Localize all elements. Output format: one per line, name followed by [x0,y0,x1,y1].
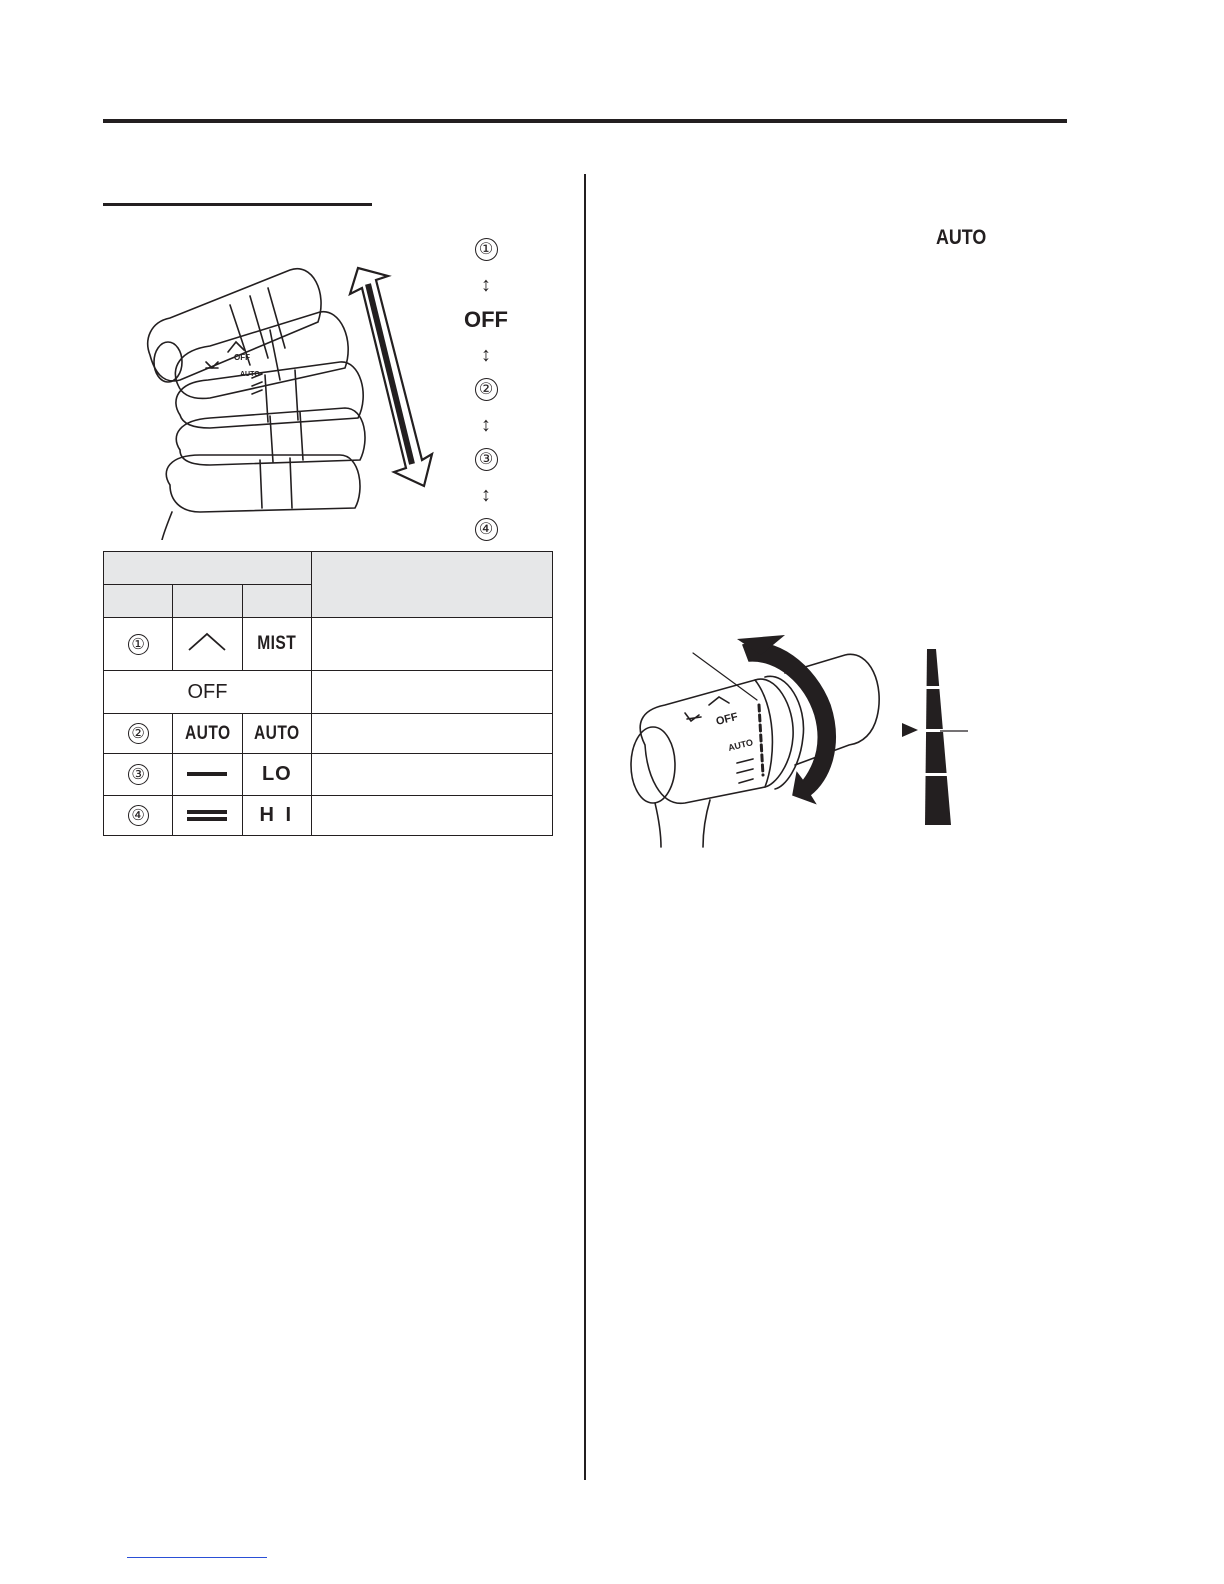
table-row [104,754,553,796]
position-4-marker: ④ [475,518,498,541]
lo-bar-icon [187,772,227,776]
section-heading-underline [103,203,372,206]
footer-link-underline[interactable] [127,1557,267,1558]
type-b-label: LO [261,763,292,785]
type-b-label: AUTO [254,722,300,744]
operation-cell [312,714,553,754]
position-off-label: OFF [464,306,508,332]
type-b-label: H I [259,804,295,826]
wiper-mode-table [103,551,553,836]
operation-cell [312,671,553,714]
ring-auto-marking: AUTO [727,737,755,753]
operation-cell [312,618,553,671]
table-subheader-number [104,585,173,618]
sensitivity-ring-illustration [625,625,885,850]
table-row [104,671,553,714]
updown-arrow-icon: ↕ [481,483,491,506]
position-1-marker: ① [475,238,498,261]
lever-off-marking: OFF [234,353,250,362]
position-3-marker: ③ [475,448,498,471]
table-header-operation [312,552,553,618]
row-number: ③ [128,764,149,785]
rotation-arrow-icon [737,635,835,803]
table-subheader-type-a [173,585,242,618]
table-row [104,618,553,671]
table-subheader-type-b [242,585,311,618]
table-header-switch-position [104,552,312,585]
column-divider [584,174,586,1480]
lever-auto-marking: AUTO [240,371,260,378]
indicator-triangle-icon [902,723,918,737]
row-number: ④ [128,805,149,826]
updown-arrow-icon: ↕ [481,413,491,436]
type-a-label: AUTO [184,722,231,744]
table-row [104,796,553,836]
hi-bars-icon [187,810,227,821]
table-row [104,714,553,754]
wiper-lever-positions-illustration [140,250,440,540]
operation-cell [312,796,553,836]
operation-cell [312,754,553,796]
off-label: OFF [187,680,228,703]
row-number: ① [128,634,149,655]
row-number: ② [128,723,149,744]
sensitivity-scale-illustration [900,645,980,830]
header-rule [103,119,1067,123]
updown-arrow-icon: ↕ [481,273,491,296]
ring-off-marking: OFF [714,710,740,728]
type-b-label: MIST [257,633,297,654]
position-2-marker: ② [475,378,498,401]
position-sequence [455,232,517,547]
mist-icon [173,618,242,671]
auto-position-label: AUTO [936,226,987,249]
updown-arrow-icon: ↕ [481,343,491,366]
